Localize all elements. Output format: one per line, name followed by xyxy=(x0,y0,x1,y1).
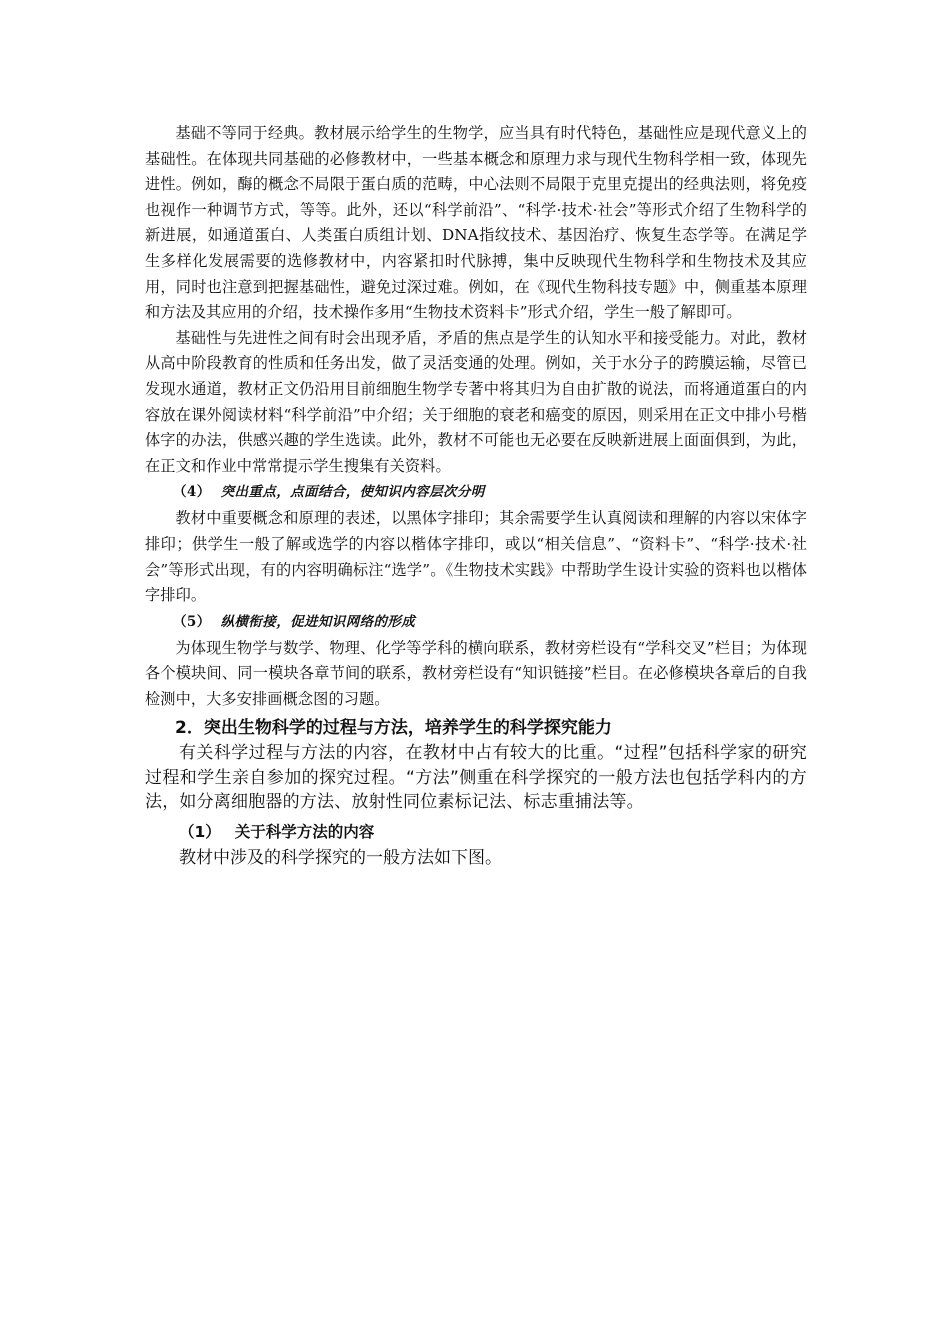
paragraph-basics-vs-advanced: 基础性与先进性之间有时会出现矛盾，矛盾的焦点是学生的认知水平和接受能力。对此，教材从高中阶段教育的性质和任务出发，做了灵活变通的处理。例如，关于水分子的跨膜运输，尽管已发现水通道，教材正文仍沿用目前细胞生物学专著中将其归为自由扩散的说法，而将通道蛋白的内容放在课外阅读材料“科学前沿”中介绍；关于细胞的衰老和癌变的原因，则采用在正文中排小号楷体字的办法，供感兴趣的学生选读。此外，教材不可能也无必要在反映新进展上面面俱到，为此，在正文和作业中常常提示学生搜集有关资料。 xyxy=(145,328,807,475)
section-heading-2: 2．突出生物科学的过程与方法，培养学生的科学探究能力 xyxy=(175,718,612,739)
subheading-text: 突出重点，点面结合，使知识内容层次分明 xyxy=(220,484,485,501)
paragraph-connections: 为体现生物学与数学、物理、化学等学科的横向联系，教材旁栏设有“学科交叉”栏目；为体现各个模块间、同一模块各章节间的联系，教材旁栏设有“知识链接”栏目。在必修模块各章后的自我检测中，大多安排画概念图的习题。 xyxy=(145,638,807,708)
paragraph-basics-vs-classics: 基础不等同于经典。教材展示给学生的生物学，应当具有时代特色，基础性应是现代意义上的基础性。在体现共同基础的必修教材中，一些基本概念和原理力求与现代生物科学相一致，体现先进性。例如，酶的概念不局限于蛋白质的范畴，中心法则不局限于克里克提出的经典法则，将免疫也视作一种调节方式，等等。此外，还以“科学前沿”、“科学·技术·社会”等形式介绍了生物科学的新进展，如通道蛋白、人类蛋白质组计划、DNA指纹技术、基因治疗、恢复生态学等。在满足学生多样化发展需要的选修教材中，内容紧扣时代脉搏，集中反映现代生物科学和生物技术及其应用，同时也注意到把握基础性，避免过深过难。例如，在《现代生物科技专题》中，侧重基本原理和方法及其应用的介绍，技术操作多用“生物技术资料卡”形式介绍，学生一般了解即可。 xyxy=(145,124,807,322)
subheading-text: 关于科学方法的内容 xyxy=(234,822,375,841)
document-page xyxy=(145,121,807,871)
subheading-number: （5） xyxy=(173,613,211,630)
paragraph-process-method: 有关科学过程与方法的内容，在教材中占有较大的比重。“过程”包括科学家的研究过程和学生亲自参加的探究过程。“方法”侧重在科学探究的一般方法也包括学科内的方法，如分离细胞器的方法、放射性同位素标记法、标志重捕法等。 xyxy=(145,743,807,813)
subheading-4 xyxy=(145,479,807,506)
paragraph-typesetting: 教材中重要概念和原理的表述，以黑体字排印；其余需要学生认真阅读和理解的内容以宋体字排印；供学生一般了解或选学的内容以楷体字排印，或以“相关信息”、“资料卡”、“科学·技术·社会”等形式出现，有的内容明确标注“选学”。《生物技术实践》中帮助学生设计实验的资料也以楷体字排印。 xyxy=(145,509,807,605)
subheading-5 xyxy=(145,609,807,636)
subheading-number: （1） xyxy=(179,822,221,841)
subheading-number: （4） xyxy=(173,484,211,501)
subheading-1 xyxy=(145,819,807,845)
paragraph-figure-intro: 教材中涉及的科学探究的一般方法如下图。 xyxy=(179,847,502,868)
subheading-text: 纵横衔接，促进知识网络的形成 xyxy=(220,613,416,630)
